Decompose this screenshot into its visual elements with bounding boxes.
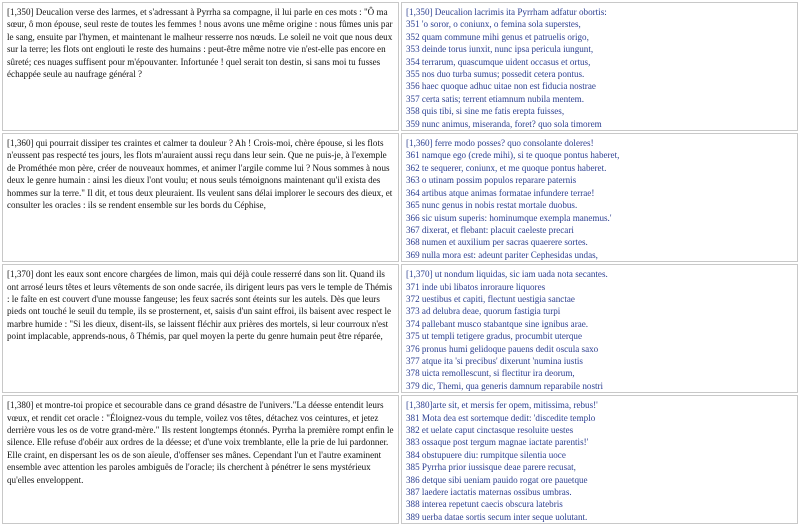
latin-verse: 354 terrarum, quascumque uident occasus et ortus, [406,56,591,67]
latin-verse: 353 deinde torus iunxit, nunc ipsa pericula iungunt, [406,44,594,55]
latin-verse: 374 pallebant musco stabantque sine ignibus arae. [406,318,589,329]
latin-verse: 378 uicta remollescunt, si flectitur ira deorum, [406,368,575,379]
french-passage: [1,370] dont les eaux sont encore chargées de limon, mais qui déjà coule resserré dans son lit. Quand ils ont arrosé leurs têtes et leurs vêtements de son onde sacrée, ils dirigent leurs pas vers le temple de Thémis : le faîte en est couvert d'une mousse fangeuse; les feux sacrés sont éteints sur les autels. Dès que leurs pieds ont touché le seuil du temple, ils se prosternent, et, saisis d'un saint effroi, ils baisent avec respect le marbre humide : "Si les dieux, disent-ils, se laissent fléchir aux prières des mortels, si leur courroux n'est point implacable, apprends-nous, ô Thémis, par quel moyen la perte du genre humain peut être réparée, [2,264,399,393]
latin-verse: 389 uerba datae sortis secum inter seque uolutant. [406,511,588,522]
latin-passage [401,133,798,262]
table-row [2,264,798,393]
latin-verse: 352 quam commune mihi genus et patruelis origo, [406,31,589,42]
latin-passage [401,264,798,393]
latin-passage-heading: [1,380]arte sit, et mersis fer opem, mitissima, rebus!' [406,400,598,411]
latin-verse: 366 sic uisum superis: hominumque exempla manemus.' [406,212,612,223]
latin-verse: 369 nulla mora est: adeunt pariter Cephesidas undas, [406,249,598,260]
latin-passage [401,395,798,524]
latin-passage [401,2,798,131]
latin-verse: 368 numen et auxilium per sacras quaerere sortes. [406,237,588,248]
latin-verse: 357 certa satis; terrent etiamnum nubila mentem. [406,93,585,104]
latin-verse: 377 atque ita 'si precibus' dixerunt 'numina iustis [406,355,583,366]
latin-verse: 385 Pyrrha prior iussisque deae parere recusat, [406,462,576,473]
french-passage: [1,380] et montre-toi propice et secourable dans ce grand désastre de l'univers."La déesse entendit leurs vœux, et rendit cet oracle : "Éloignez-vous du temple, voilez vos têtes, détachez vos ceintures, et jetez derrière vous les os de votre grand-mère." Ils restent longtemps étonnés. Pyrrha la première rompt enfin le silence. Elle refuse d'obéir aux ordres de la déesse; et d'une voix tremblante, elle la prie de lui pardonner. Elle craint, en dispersant les os de son aïeule, d'offenser ses mânes. Cependant l'un et l'autre examinent ensemble avec attention les paroles ambiguës de l'oracle; ils cherchent à pénétrer le sens mystérieux qu'elles enveloppent. [2,395,399,524]
latin-verse: 383 ossaque post tergum magnae iactate parentis!' [406,437,589,448]
latin-verse: 386 detque sibi ueniam pauido rogat ore pauetque [406,474,588,485]
latin-verse: 363 o utinam possim populos reparare paternis [406,175,577,186]
latin-verse: 358 quis tibi, si sine me fatis erepta fuisses, [406,106,565,117]
latin-verse: 355 nos duo turba sumus; possedit cetera pontus. [406,69,585,80]
latin-verse: 359 nunc animus, miseranda, foret? quo sola timorem [406,118,602,129]
latin-verse: 382 et uelate caput cinctasque resoluite uestes [406,425,574,435]
latin-verse: 384 obstupuere diu: rumpitque silentia uoce [406,449,566,460]
latin-verse: 351 'o soror, o coniunx, o femina sola superstes, [406,19,581,30]
latin-verse: 362 te sequerer, coniunx, et me quoque pontus haberet. [406,162,607,173]
latin-verse: 364 artibus atque animas formatae infundere terrae! [406,187,595,198]
latin-verse: 367 dixerat, et flebant: placuit caeleste precari [406,224,574,235]
table-row [2,133,798,262]
table-row [2,395,798,524]
latin-verse: 376 pronus humi gelidoque pauens dedit oscula saxo [406,343,599,354]
latin-verse: 372 uestibus et capiti, flectunt uestigia sanctae [406,293,575,304]
latin-verse: 356 haec quoque adhuc uitae non est fiducia nostrae [406,81,596,92]
latin-verse: 379 dic, Themi, qua generis damnum reparabile nostri [406,380,604,391]
french-passage: [1,350] Deucalion verse des larmes, et s'adressant à Pyrrha sa compagne, il lui parle en ces mots : "Ô ma sœur, ô mon épouse, seul reste de toutes les femmes ! nous avons une même origine : nous fûmes unis par le sang, ensuite par l'hymen, et maintenant le malheur resserre nos nœuds. Le soleil ne voit que nous deux sur la terre; les flots ont englouti le reste des humains : peut-être même notre vie n'est-elle pas encore en sûreté; ces nuages suffisent pour m'épouvanter. Infortunée ! quel serait ton destin, si sans moi tu fusses échappée seule au naufrage général ? [2,2,399,131]
latin-verse: 388 interea repetunt caecis obscura latebris [406,499,563,510]
latin-passage-heading: [1,370] ut nondum liquidas, sic iam uada nota secantes. [406,269,608,280]
latin-verse: 387 laedere iactatis maternas ossibus umbras. [406,487,572,498]
latin-verse: 361 namque ego (crede mihi), si te quoque pontus haberet, [406,150,620,161]
latin-verse: 381 Mota dea est sortemque dedit: 'discedite templo [406,412,596,423]
latin-verse: 373 ad delubra deae, quorum fastigia turpi [406,306,561,317]
latin-verse: 365 nunc genus in nobis restat mortale duobus. [406,200,578,211]
latin-verse: 375 ut templi tetigere gradus, procumbit uterque [406,331,583,342]
french-passage: [1,360] qui pourrait dissiper tes craintes et calmer ta douleur ? Ah ! Crois-moi, chère épouse, si les flots n'eussent pas respecté tes jours, les flots m'auraient aussi reçu dans leur sein. Que ne puis-je, à l'exemple de Prométhée mon père, créer de nouveaux hommes, et animer l'argile comme lui ? Nous sommes à nous deux le genre humain : ainsi les dieux l'ont voulu; et nous seuls témoignons maintenant qu'il exista des hommes sur la terre." Il dit, et tous deux pleuraient. Ils veulent sans délai implorer le secours des dieux, et consulter les oracles : ils se rendent ensemble sur les bords du Céphise, [2,133,399,262]
latin-passage-heading: [1,350] Deucalion lacrimis ita Pyrrham adfatur obortis: [406,7,607,17]
latin-verse: 371 inde ubi libatos inroraure liquores [406,281,546,292]
latin-passage-heading: [1,360] ferre modo posses? quo consolante doleres! [406,138,594,149]
table-row [2,2,798,131]
